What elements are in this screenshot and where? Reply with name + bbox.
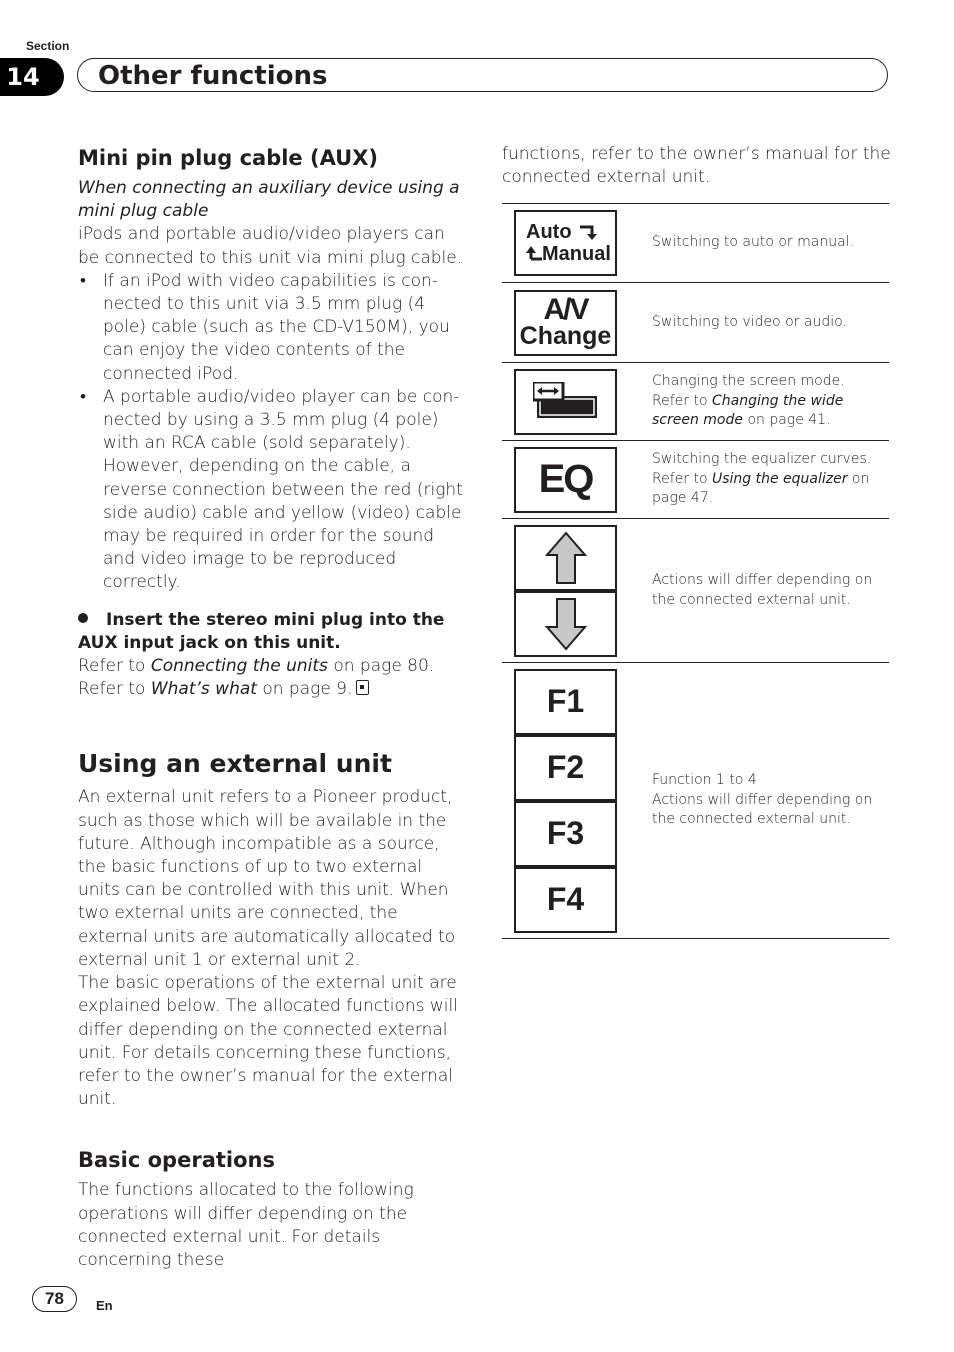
up-button[interactable]	[514, 525, 617, 591]
f1-button[interactable]: F1	[514, 669, 617, 735]
av-change-button[interactable]	[514, 290, 617, 356]
av-change-desc: Switching to video or audio.	[652, 313, 847, 330]
mini-pin-heading: Mini pin plug cable (AUX)	[78, 146, 379, 170]
step-bullet-icon	[78, 613, 88, 623]
operations-table	[502, 203, 889, 939]
basic-operations-para: The functions allocated to the following operations will differ depending on the connected external unit. For details concerning these	[78, 1180, 414, 1270]
wide-screen-icon	[533, 382, 599, 422]
ref-suffix: on page 9.	[256, 679, 353, 700]
fkeys-desc-line: Function 1 to 4	[652, 772, 757, 789]
eq-desc-line: Switching the equalizer curves.	[652, 451, 872, 468]
language-label: En	[96, 1298, 113, 1313]
table-row	[502, 441, 889, 519]
basic-operations-continued: functions, refer to the owner’s manual for the connected external unit.	[502, 144, 891, 188]
arrow-up-icon	[545, 531, 587, 585]
reference-line	[78, 655, 468, 678]
reference-line	[78, 678, 468, 701]
ref-suffix: on page 41.	[743, 412, 831, 429]
ref-prefix: Refer to	[78, 656, 151, 677]
left-column	[78, 145, 468, 1272]
wide-desc-line: Changing the screen mode.	[652, 373, 845, 390]
ref-link-connecting[interactable]: Connecting the units	[150, 656, 328, 677]
end-mark-icon	[356, 680, 369, 695]
ref-link-whats-what[interactable]: What’s what	[150, 679, 257, 700]
ref-link-wide-screen[interactable]: Changing the wide screen mode	[652, 392, 844, 429]
table-row	[502, 204, 889, 283]
manual-label: Manual	[542, 243, 611, 265]
table-row	[502, 283, 889, 363]
arrow-up-left-icon	[526, 245, 542, 263]
ref-prefix: Refer to	[652, 470, 712, 487]
section-label: Section	[26, 39, 70, 53]
eq-ref	[652, 470, 883, 509]
auto-label: Auto	[526, 221, 572, 243]
eq-button[interactable]: EQ	[514, 447, 617, 513]
auto-manual-button[interactable]	[514, 210, 617, 276]
fkeys-desc-line: Actions will differ depending on the connected external unit.	[652, 791, 873, 828]
wide-ref	[652, 392, 883, 431]
down-button[interactable]	[514, 591, 617, 657]
wide-screen-button[interactable]	[514, 369, 617, 435]
section-number: 14	[0, 58, 64, 96]
table-row	[502, 519, 889, 663]
external-para-2: The basic operations of the external unit are explained below. The allocated functions will differ depending on the connected external unit. For details concerning these functions, refer to the owner’s manual for the external unit.	[78, 973, 458, 1110]
av-label: A/V	[543, 292, 588, 326]
wide-screen-desc	[640, 363, 889, 441]
table-row	[502, 363, 889, 441]
f4-button[interactable]: F4	[514, 867, 617, 933]
list-item: • A portable audio/video player can be connected by using a 3.5 mm plug (4 pole) with an RCA cable (sold separately). However, depending on the cable, a reverse connection between the red (right side audio) cable and yellow (video) cable may be required in order for the sound and video image to be reproduced correctly.	[78, 386, 468, 595]
ref-suffix: on page 80.	[327, 656, 435, 677]
auto-manual-desc: Switching to auto or manual.	[652, 234, 855, 251]
ref-prefix: Refer to	[652, 392, 712, 409]
external-unit-heading: Using an external unit	[78, 749, 392, 779]
page-number: 78	[32, 1286, 77, 1312]
change-label: Change	[519, 321, 612, 350]
mini-pin-intro: iPods and portable audio/video players can be connected to this unit via mini plug cable.	[78, 224, 463, 268]
arrow-down-icon	[545, 597, 587, 651]
section-title: Other functions	[98, 61, 328, 91]
step-text: Insert the stereo mini plug into the AUX input jack on this unit.	[78, 609, 445, 653]
instruction-step	[78, 609, 468, 655]
fkeys-desc	[640, 663, 889, 939]
basic-operations-heading: Basic operations	[78, 1148, 275, 1173]
f3-button[interactable]: F3	[514, 801, 617, 867]
mini-pin-bullets	[78, 270, 468, 595]
arrow-down-right-icon	[578, 223, 600, 241]
f2-button[interactable]: F2	[514, 735, 617, 801]
external-para-1: An external unit refers to a Pioneer product, such as those which will be available in the future. Although incompatible as a source, the basic functions of up to two external units can be controlled with this unit. When two external units are connected, the external units are automatically allocated to external unit 1 or external unit 2.	[78, 787, 456, 970]
ref-suffix: on page 47.	[652, 470, 870, 507]
ref-link-equalizer[interactable]: Using the equalizer	[711, 470, 848, 487]
ref-prefix: Refer to	[78, 679, 151, 700]
mini-pin-subtitle: When connecting an auxiliary device using a mini plug cable	[78, 178, 460, 222]
list-item: • If an iPod with video capabilities is connected to this unit via 3.5 mm plug (4 pole) cable (such as the CD-V150M), you can enjoy the video contents of the connected iPod.	[78, 270, 468, 386]
eq-desc	[640, 441, 889, 519]
table-row	[502, 663, 889, 939]
arrows-desc: Actions will differ depending on the connected external unit.	[652, 572, 873, 608]
